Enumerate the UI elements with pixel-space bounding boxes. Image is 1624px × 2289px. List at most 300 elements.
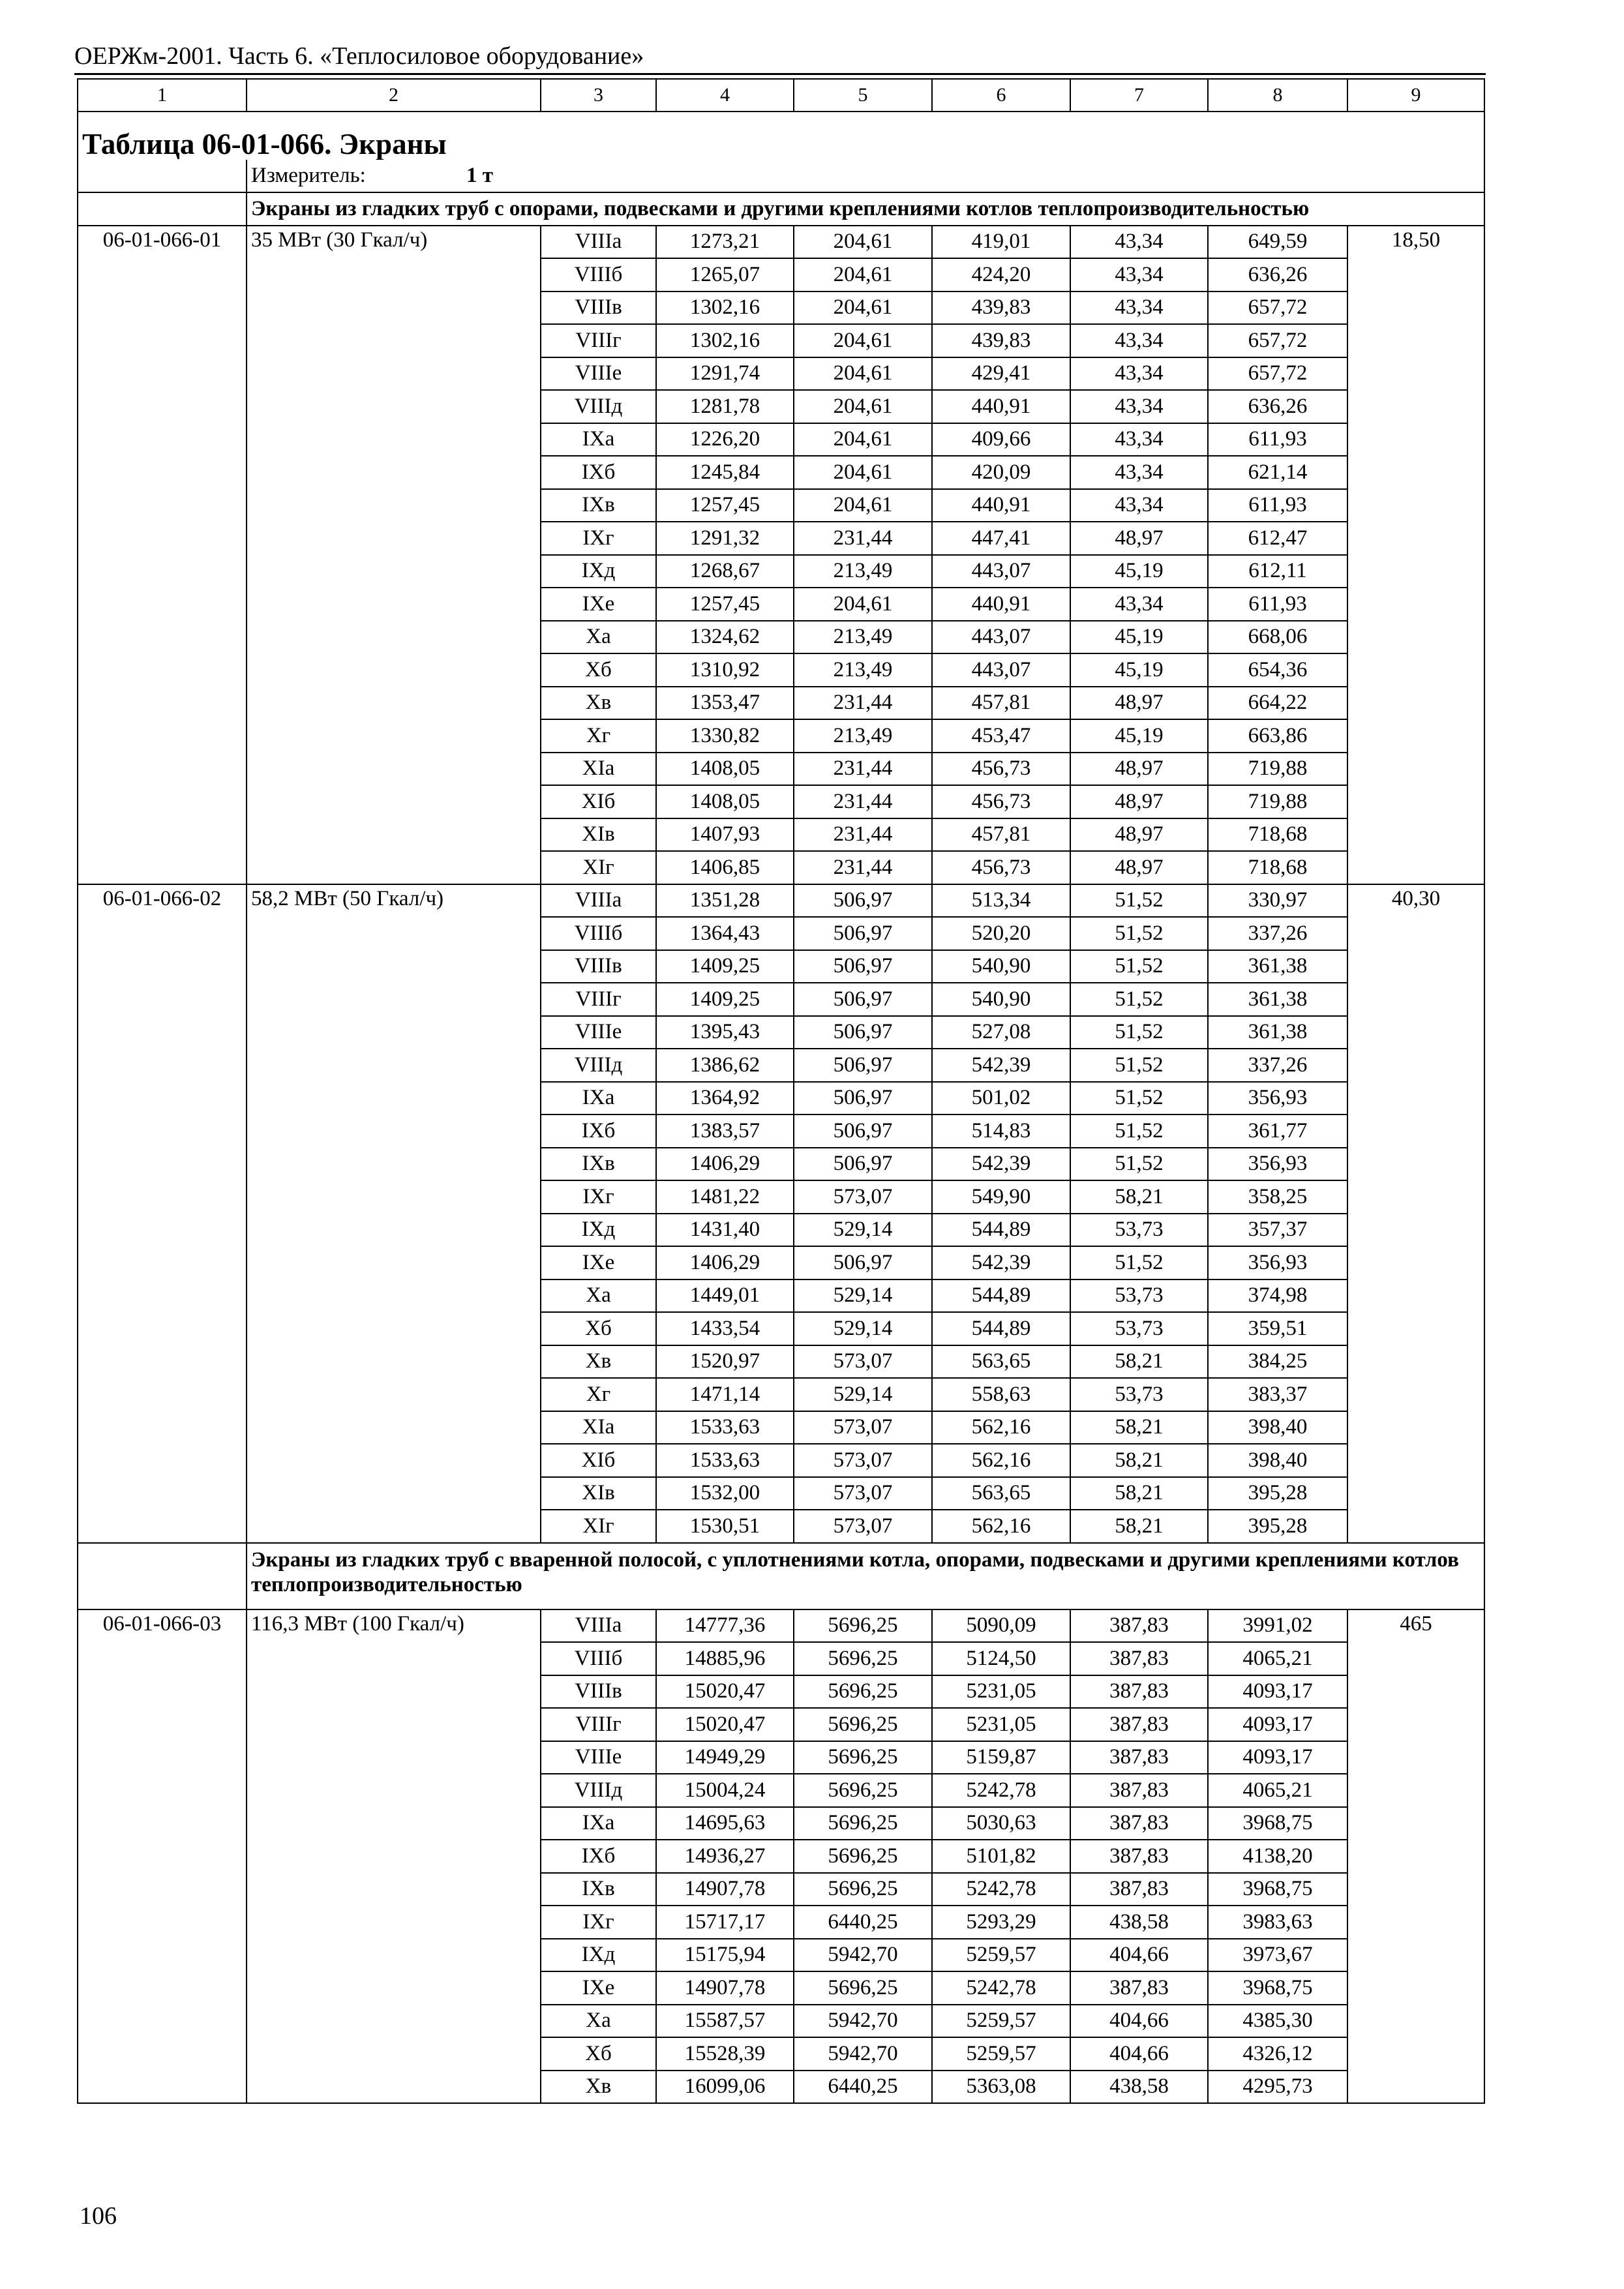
value-cell: 5696,25 [794,1642,932,1675]
value-cell: 14907,78 [656,1873,794,1906]
zone-cell: Хв [541,1345,656,1379]
value-cell: 4065,21 [1208,1774,1347,1807]
value-cell: 1520,97 [656,1345,794,1379]
page-header: ОЕРЖм-2001. Часть 6. «Теплосиловое оборудование» [74,42,644,70]
zone-cell: IХд [541,555,656,588]
zone-cell: VIIIе [541,1741,656,1774]
value-cell: 1257,45 [656,588,794,621]
value-cell: 5030,63 [932,1807,1070,1840]
value-cell: 53,73 [1070,1279,1208,1313]
column-number: 8 [1208,79,1347,112]
value-cell: 48,97 [1070,851,1208,884]
rates-table [77,78,1485,2104]
value-cell: 48,97 [1070,522,1208,555]
item-col9: 18,50 [1347,226,1484,884]
zone-cell: VIIIа [541,1609,656,1643]
value-cell: 1245,84 [656,456,794,489]
value-cell: 51,52 [1070,1082,1208,1115]
value-cell: 5231,05 [932,1675,1070,1709]
zone-cell: IХв [541,1873,656,1906]
value-cell: 395,28 [1208,1477,1347,1510]
value-cell: 506,97 [794,950,932,983]
column-number: 5 [794,79,932,112]
zone-cell: VIIIг [541,324,656,357]
value-cell: 636,26 [1208,258,1347,292]
value-cell: 456,73 [932,851,1070,884]
zone-cell: ХIа [541,753,656,786]
value-cell: 5242,78 [932,1873,1070,1906]
zone-cell: IХб [541,456,656,489]
value-cell: 5363,08 [932,2071,1070,2104]
value-cell: 1273,21 [656,226,794,259]
value-cell: 14907,78 [656,1971,794,2005]
value-cell: 51,52 [1070,884,1208,918]
table-row [78,884,1484,918]
value-cell: 361,38 [1208,1016,1347,1049]
value-cell: 53,73 [1070,1312,1208,1345]
value-cell: 48,97 [1070,818,1208,852]
value-cell: 48,97 [1070,753,1208,786]
value-cell: 387,83 [1070,1774,1208,1807]
value-cell: 443,07 [932,621,1070,654]
zone-cell: Хб [541,2037,656,2071]
value-cell: 520,20 [932,917,1070,950]
item-col9: 40,30 [1347,884,1484,1543]
zone-cell: Хв [541,687,656,720]
value-cell: 387,83 [1070,1840,1208,1873]
zone-cell: IХе [541,1246,656,1279]
value-cell: 4385,30 [1208,2005,1347,2038]
measure-spacer [78,160,247,192]
value-cell: 1406,85 [656,851,794,884]
value-cell: 5696,25 [794,1971,932,2005]
value-cell: 1302,16 [656,292,794,325]
section-spacer [78,192,247,226]
value-cell: 5696,25 [794,1807,932,1840]
value-cell: 51,52 [1070,1049,1208,1082]
zone-cell: ХIв [541,818,656,852]
value-cell: 563,65 [932,1345,1070,1379]
zone-cell: ХIв [541,1477,656,1510]
zone-cell: IХв [541,1148,656,1181]
value-cell: 58,21 [1070,1444,1208,1477]
value-cell: 549,90 [932,1180,1070,1214]
value-cell: 3991,02 [1208,1609,1347,1643]
value-cell: 438,58 [1070,1906,1208,1939]
measure-value: 1 т [466,164,493,188]
value-cell: 337,26 [1208,1049,1347,1082]
value-cell: 542,39 [932,1148,1070,1181]
value-cell: 649,59 [1208,226,1347,259]
value-cell: 443,07 [932,653,1070,687]
value-cell: 419,01 [932,226,1070,259]
value-cell: 330,97 [1208,884,1347,918]
value-cell: 15020,47 [656,1675,794,1709]
value-cell: 361,38 [1208,983,1347,1016]
value-cell: 5259,57 [932,1939,1070,1972]
value-cell: 1530,51 [656,1510,794,1543]
section-heading: Экраны из гладких труб с вваренной полосой, с уплотнениями котла, опорами, подвесками и другими креплениями котлов теплопроизводительностью [247,1543,1484,1609]
value-cell: 529,14 [794,1214,932,1247]
value-cell: 359,51 [1208,1312,1347,1345]
item-code: 06-01-066-03 [78,1609,247,2104]
value-cell: 1383,57 [656,1115,794,1148]
value-cell: 657,72 [1208,292,1347,325]
value-cell: 540,90 [932,983,1070,1016]
value-cell: 45,19 [1070,719,1208,753]
item-description: 116,3 МВт (100 Гкал/ч) [247,1609,541,2104]
value-cell: 544,89 [932,1279,1070,1313]
value-cell: 1353,47 [656,687,794,720]
value-cell: 544,89 [932,1214,1070,1247]
value-cell: 506,97 [794,884,932,918]
value-cell: 43,34 [1070,226,1208,259]
value-cell: 204,61 [794,226,932,259]
value-cell: 5696,25 [794,1741,932,1774]
value-cell: 15020,47 [656,1708,794,1741]
value-cell: 16099,06 [656,2071,794,2104]
table-row [78,1609,1484,1643]
zone-cell: Хг [541,1378,656,1411]
value-cell: 43,34 [1070,258,1208,292]
value-cell: 1268,67 [656,555,794,588]
table-title: Таблица 06-01-066. Экраны [78,112,1484,160]
value-cell: 1351,28 [656,884,794,918]
value-cell: 213,49 [794,555,932,588]
value-cell: 395,28 [1208,1510,1347,1543]
value-cell: 636,26 [1208,390,1347,423]
zone-cell: IХе [541,1971,656,2005]
section-row [78,1543,1484,1609]
value-cell: 573,07 [794,1345,932,1379]
value-cell: 5696,25 [794,1708,932,1741]
value-cell: 4093,17 [1208,1741,1347,1774]
value-cell: 529,14 [794,1279,932,1313]
zone-cell: Ха [541,621,656,654]
zone-cell: VIIIа [541,226,656,259]
value-cell: 53,73 [1070,1214,1208,1247]
value-cell: 5942,70 [794,2005,932,2038]
value-cell: 4093,17 [1208,1675,1347,1709]
zone-cell: ХIб [541,785,656,818]
value-cell: 5696,25 [794,1774,932,1807]
zone-cell: IХг [541,1180,656,1214]
value-cell: 506,97 [794,1148,932,1181]
value-cell: 4138,20 [1208,1840,1347,1873]
value-cell: 668,06 [1208,621,1347,654]
column-number: 6 [932,79,1070,112]
value-cell: 506,97 [794,1016,932,1049]
value-cell: 1433,54 [656,1312,794,1345]
value-cell: 611,93 [1208,423,1347,456]
value-cell: 45,19 [1070,555,1208,588]
value-cell: 5696,25 [794,1675,932,1709]
value-cell: 440,91 [932,588,1070,621]
value-cell: 5159,87 [932,1741,1070,1774]
value-cell: 43,34 [1070,292,1208,325]
value-cell: 51,52 [1070,1016,1208,1049]
value-cell: 58,21 [1070,1345,1208,1379]
value-cell: 387,83 [1070,1971,1208,2005]
value-cell: 43,34 [1070,588,1208,621]
value-cell: 43,34 [1070,456,1208,489]
title-row [78,112,1484,160]
zone-cell: VIIIд [541,1774,656,1807]
zone-cell: Ха [541,1279,656,1313]
value-cell: 231,44 [794,851,932,884]
value-cell: 611,93 [1208,588,1347,621]
value-cell: 718,68 [1208,818,1347,852]
value-cell: 53,73 [1070,1378,1208,1411]
value-cell: 612,11 [1208,555,1347,588]
value-cell: 544,89 [932,1312,1070,1345]
value-cell: 443,07 [932,555,1070,588]
value-cell: 4295,73 [1208,2071,1347,2104]
value-cell: 5242,78 [932,1774,1070,1807]
value-cell: 657,72 [1208,357,1347,391]
column-number: 2 [247,79,541,112]
value-cell: 14695,63 [656,1807,794,1840]
zone-cell: ХIг [541,1510,656,1543]
value-cell: 663,86 [1208,719,1347,753]
value-cell: 440,91 [932,489,1070,522]
value-cell: 51,52 [1070,917,1208,950]
value-cell: 383,37 [1208,1378,1347,1411]
value-cell: 356,93 [1208,1148,1347,1181]
value-cell: 562,16 [932,1411,1070,1444]
value-cell: 506,97 [794,1082,932,1115]
zone-cell: VIIIб [541,1642,656,1675]
value-cell: 1406,29 [656,1148,794,1181]
value-cell: 4093,17 [1208,1708,1347,1741]
value-cell: 51,52 [1070,950,1208,983]
value-cell: 14949,29 [656,1741,794,1774]
value-cell: 384,25 [1208,1345,1347,1379]
value-cell: 1471,14 [656,1378,794,1411]
value-cell: 1395,43 [656,1016,794,1049]
zone-cell: VIIIв [541,1675,656,1709]
value-cell: 573,07 [794,1477,932,1510]
value-cell: 356,93 [1208,1082,1347,1115]
value-cell: 398,40 [1208,1411,1347,1444]
value-cell: 231,44 [794,522,932,555]
value-cell: 420,09 [932,456,1070,489]
value-cell: 1533,63 [656,1411,794,1444]
value-cell: 45,19 [1070,621,1208,654]
value-cell: 398,40 [1208,1444,1347,1477]
item-description: 58,2 МВт (50 Гкал/ч) [247,884,541,1543]
value-cell: 1330,82 [656,719,794,753]
value-cell: 573,07 [794,1510,932,1543]
zone-cell: ХIг [541,851,656,884]
value-cell: 562,16 [932,1510,1070,1543]
value-cell: 48,97 [1070,785,1208,818]
zone-cell: IХд [541,1939,656,1972]
zone-cell: IХг [541,522,656,555]
value-cell: 1310,92 [656,653,794,687]
zone-cell: IХа [541,1082,656,1115]
value-cell: 374,98 [1208,1279,1347,1313]
value-cell: 387,83 [1070,1741,1208,1774]
value-cell: 573,07 [794,1444,932,1477]
value-cell: 5242,78 [932,1971,1070,2005]
column-number: 3 [541,79,656,112]
value-cell: 51,52 [1070,1148,1208,1181]
value-cell: 5942,70 [794,1939,932,1972]
value-cell: 440,91 [932,390,1070,423]
value-cell: 718,68 [1208,851,1347,884]
value-cell: 1281,78 [656,390,794,423]
value-cell: 1409,25 [656,983,794,1016]
column-number: 1 [78,79,247,112]
zone-cell: VIIIе [541,357,656,391]
zone-cell: VIIIд [541,1049,656,1082]
value-cell: 542,39 [932,1246,1070,1279]
value-cell: 404,66 [1070,2037,1208,2071]
value-cell: 664,22 [1208,687,1347,720]
value-cell: 3968,75 [1208,1873,1347,1906]
zone-cell: IХа [541,1807,656,1840]
value-cell: 5696,25 [794,1840,932,1873]
column-number: 7 [1070,79,1208,112]
value-cell: 358,25 [1208,1180,1347,1214]
zone-cell: VIIIб [541,917,656,950]
value-cell: 529,14 [794,1378,932,1411]
value-cell: 387,83 [1070,1642,1208,1675]
value-cell: 514,83 [932,1115,1070,1148]
value-cell: 1409,25 [656,950,794,983]
value-cell: 456,73 [932,785,1070,818]
page-number: 106 [80,2202,117,2230]
value-cell: 621,14 [1208,456,1347,489]
value-cell: 513,34 [932,884,1070,918]
value-cell: 3983,63 [1208,1906,1347,1939]
value-cell: 1386,62 [656,1049,794,1082]
zone-cell: ХIа [541,1411,656,1444]
value-cell: 45,19 [1070,653,1208,687]
value-cell: 387,83 [1070,1873,1208,1906]
value-cell: 387,83 [1070,1675,1208,1709]
value-cell: 1449,01 [656,1279,794,1313]
value-cell: 1408,05 [656,753,794,786]
value-cell: 457,81 [932,818,1070,852]
value-cell: 58,21 [1070,1477,1208,1510]
value-cell: 506,97 [794,983,932,1016]
zone-cell: VIIIб [541,258,656,292]
zone-cell: Хб [541,1312,656,1345]
value-cell: 457,81 [932,687,1070,720]
measure-cell [247,160,1484,192]
value-cell: 15587,57 [656,2005,794,2038]
value-cell: 573,07 [794,1411,932,1444]
value-cell: 204,61 [794,258,932,292]
value-cell: 1364,92 [656,1082,794,1115]
value-cell: 51,52 [1070,1115,1208,1148]
item-col9: 465 [1347,1609,1484,2104]
zone-cell: ХIб [541,1444,656,1477]
value-cell: 213,49 [794,653,932,687]
value-cell: 231,44 [794,687,932,720]
value-cell: 204,61 [794,357,932,391]
value-cell: 506,97 [794,1049,932,1082]
zone-cell: IХв [541,489,656,522]
value-cell: 231,44 [794,753,932,786]
value-cell: 387,83 [1070,1807,1208,1840]
measure-label: Измеритель: [251,164,366,188]
value-cell: 356,93 [1208,1246,1347,1279]
value-cell: 5259,57 [932,2005,1070,2038]
value-cell: 1406,29 [656,1246,794,1279]
value-cell: 611,93 [1208,489,1347,522]
column-number: 9 [1347,79,1484,112]
value-cell: 204,61 [794,324,932,357]
value-cell: 1533,63 [656,1444,794,1477]
value-cell: 387,83 [1070,1708,1208,1741]
value-cell: 51,52 [1070,1246,1208,1279]
zone-cell: IХг [541,1906,656,1939]
zone-cell: IХб [541,1115,656,1148]
value-cell: 424,20 [932,258,1070,292]
value-cell: 6440,25 [794,1906,932,1939]
value-cell: 204,61 [794,423,932,456]
value-cell: 654,36 [1208,653,1347,687]
zone-cell: Хв [541,2071,656,2104]
zone-cell: IХд [541,1214,656,1247]
value-cell: 1364,43 [656,917,794,950]
value-cell: 3968,75 [1208,1807,1347,1840]
value-cell: 506,97 [794,1115,932,1148]
value-cell: 6440,25 [794,2071,932,2104]
zone-cell: VIIIд [541,390,656,423]
value-cell: 558,63 [932,1378,1070,1411]
value-cell: 357,37 [1208,1214,1347,1247]
value-cell: 1302,16 [656,324,794,357]
value-cell: 43,34 [1070,423,1208,456]
value-cell: 563,65 [932,1477,1070,1510]
value-cell: 204,61 [794,390,932,423]
value-cell: 204,61 [794,489,932,522]
value-cell: 501,02 [932,1082,1070,1115]
value-cell: 447,41 [932,522,1070,555]
value-cell: 231,44 [794,785,932,818]
value-cell: 15175,94 [656,1939,794,1972]
value-cell: 48,97 [1070,687,1208,720]
value-cell: 213,49 [794,719,932,753]
value-cell: 5942,70 [794,2037,932,2071]
value-cell: 4065,21 [1208,1642,1347,1675]
value-cell: 58,21 [1070,1411,1208,1444]
zone-cell: VIIIг [541,983,656,1016]
value-cell: 1324,62 [656,621,794,654]
value-cell: 204,61 [794,292,932,325]
table-body [78,79,1484,2103]
zone-cell: IХе [541,588,656,621]
value-cell: 719,88 [1208,753,1347,786]
value-cell: 1291,32 [656,522,794,555]
value-cell: 527,08 [932,1016,1070,1049]
zone-cell: VIIIе [541,1016,656,1049]
value-cell: 5293,29 [932,1906,1070,1939]
value-cell: 43,34 [1070,489,1208,522]
value-cell: 43,34 [1070,324,1208,357]
section-row [78,192,1484,226]
column-number-row [78,79,1484,112]
zone-cell: VIIIг [541,1708,656,1741]
value-cell: 439,83 [932,324,1070,357]
value-cell: 5259,57 [932,2037,1070,2071]
value-cell: 506,97 [794,1246,932,1279]
zone-cell: Хб [541,653,656,687]
